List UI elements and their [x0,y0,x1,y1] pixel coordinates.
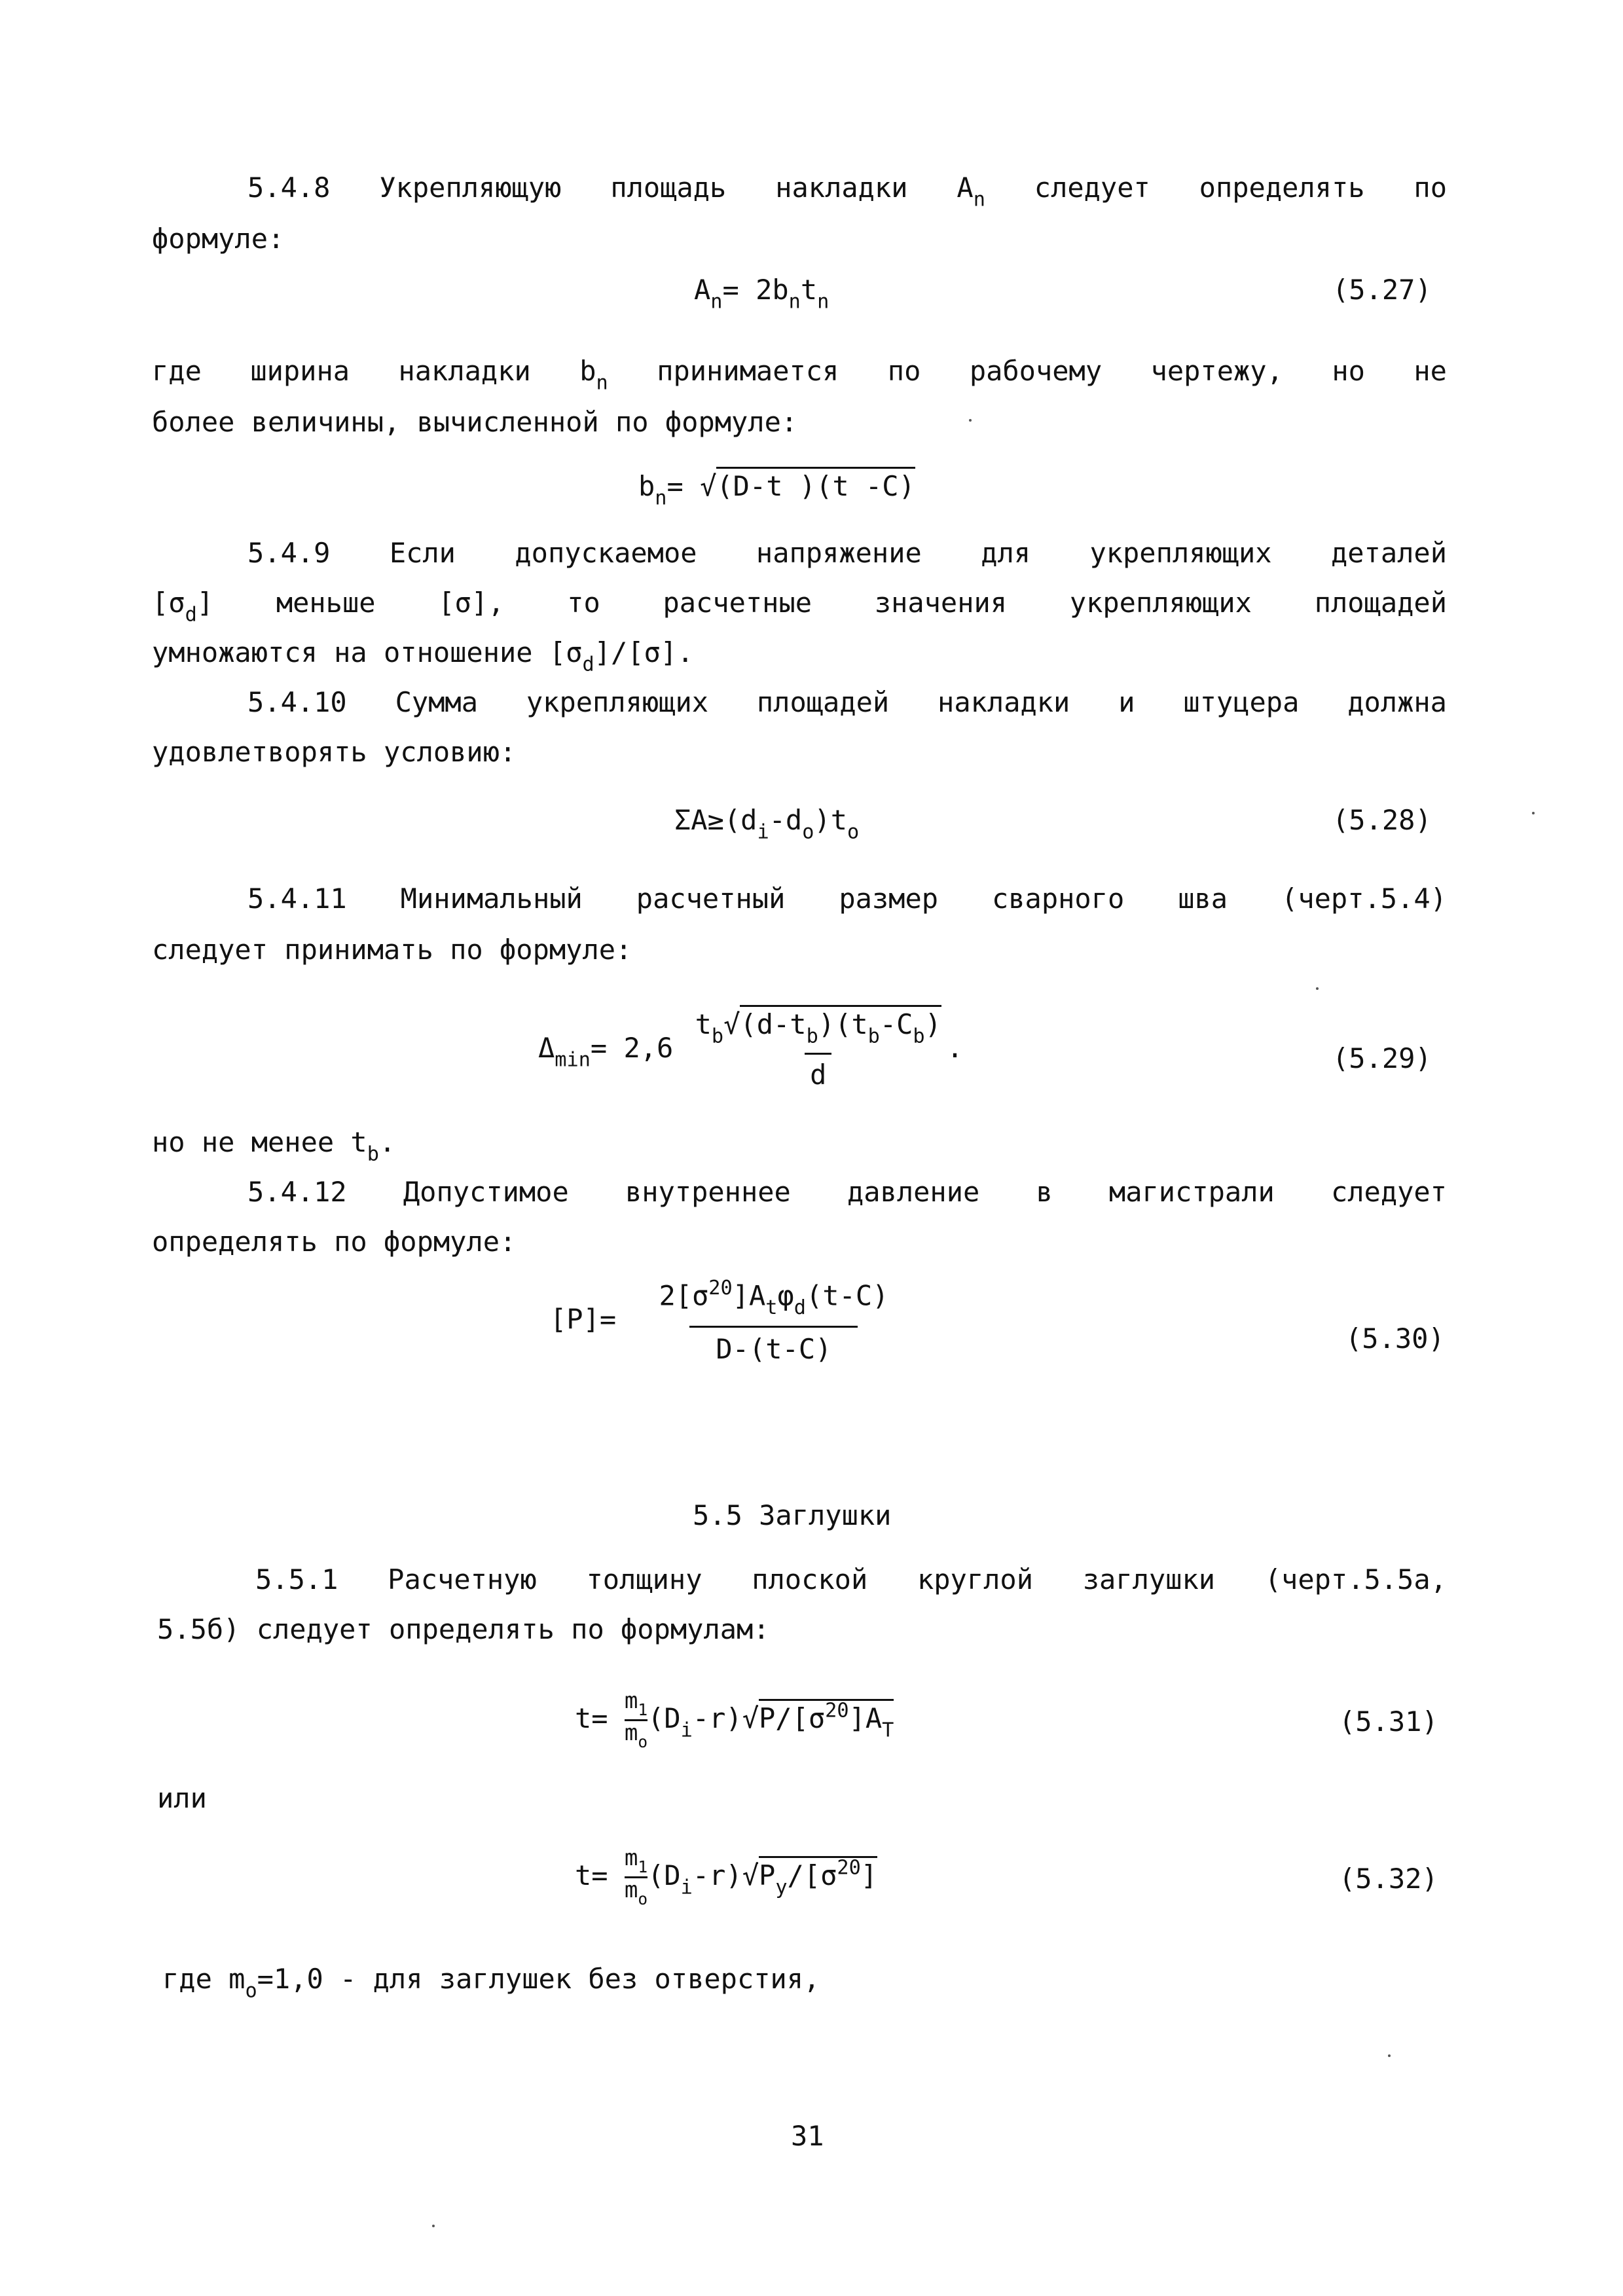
symbol-An [957,172,985,212]
formula-5-27: $A_n= 2b_nt_n$ [694,274,830,314]
word: по [1413,172,1447,204]
para-5-4-9-line-2 [152,587,1447,627]
word: для [981,537,1031,569]
scan-speck [969,419,972,422]
para-5-4-12-line-1 [247,1176,1447,1209]
formula-5-28: $\Sigma A\ge(d_i-d_o)t_o$ [674,804,860,844]
word: напряжение [756,537,922,569]
subscript: d [185,603,197,627]
word: накладки [398,355,531,387]
word: штуцера [1183,686,1300,718]
or-text: или [157,1782,207,1814]
subscript: n [596,371,608,395]
word: значения [874,587,1008,619]
word: укрепляющих [1069,587,1252,619]
word: следует [1330,1176,1447,1208]
word: определять [1199,172,1365,204]
fraction-5-29: $\frac{t_b√(d-t_b)(t_b-C_b)}{d}$ [690,1008,947,1091]
clause-number: 5.4.9 [247,537,331,569]
text-part: ] [196,587,214,619]
scan-speck [1316,987,1319,990]
word: Допустимое [403,1176,569,1208]
word: укрепляющих [526,686,709,718]
equation-label-5-32: (5.32) [1339,1863,1438,1895]
word: давление [847,1176,980,1208]
formula-5-31: t= $\frac{m_1}{m_o}$ $(D_i-r)√P/[\sigma^{20}]A_T$ [575,1688,894,1751]
word: заглушки [1082,1563,1216,1595]
word: внутреннее [625,1176,791,1208]
para-5-4-8-line-1 [247,172,1447,212]
where-bn-line-2: более величины, вычисленной по формуле: [152,406,798,438]
subscript: n [973,188,985,211]
section-title-5-5: 5.5 Заглушки [693,1499,892,1531]
scan-speck [1532,812,1535,814]
word: сварного [991,883,1125,915]
word: площадь [610,172,727,204]
scan-speck [432,2225,435,2227]
formula-bn: $b_n= √(D-t$ )(t -C) [638,470,915,511]
clause-number: 5.4.10 [247,686,347,718]
word: но [1332,355,1365,387]
word: должна [1347,686,1447,718]
clause-number: 5.4.8 [247,172,331,204]
word: меньше [276,587,376,619]
word: Расчетную [388,1563,537,1595]
para-5-4-9-line-3 [152,636,693,677]
text-part: [σ [152,587,185,619]
para-5-4-10-line-2: удовлетворять условию: [152,736,517,768]
para-5-4-8-line-2: формуле: [152,223,285,255]
word: деталей [1330,537,1447,569]
para-5-4-12-line-2: определять по формуле: [152,1226,517,1258]
word: шва [1178,883,1228,915]
para-5-5-1-line-1 [255,1563,1447,1596]
not-less-line [152,1126,395,1167]
word: не [1413,355,1447,387]
equation-label-5-30: (5.30) [1345,1322,1445,1355]
word: ширина [250,355,350,387]
formula-5-29: $\Delta_{min}= 2,6$ $\frac{t_b√(d-t_b)(t_b-C_b)}{d}$ . [538,1008,963,1091]
equation-label-5-28: (5.28) [1332,804,1432,836]
word: накладки [938,686,1070,718]
where-m0-line [162,1963,820,2003]
symbol-A: А [957,172,974,204]
word: рабочему [969,355,1103,387]
formula-5-32: t= $\frac{m_1}{m_o}$ $(D_i-r)√P_y/[\sigma^{20}]$ [575,1845,878,1908]
word: плоской [752,1563,868,1595]
subscript: b [367,1142,379,1166]
word: принимается [657,355,839,387]
word: Сумма [395,686,479,718]
word: площадей [1314,587,1447,619]
clause-number: 5.5.1 [255,1563,338,1595]
word: то [567,587,600,619]
clause-number: 5.4.12 [247,1176,347,1208]
equation-label-5-27: (5.27) [1332,274,1432,306]
word: толщину [586,1563,702,1595]
word: и [1118,686,1135,718]
word: где [152,355,202,387]
word: следует [1034,172,1150,204]
word: допускаемое [515,537,697,569]
para-5-5-1-line-2: 5.5б) следует определять по формулам: [157,1613,770,1645]
text-part: где m [162,1963,246,1995]
word: в [1036,1176,1053,1208]
word: Укрепляющую [379,172,562,204]
subscript: d [582,653,594,676]
word: площадей [756,686,890,718]
word: размер [839,883,939,915]
text-part: умножаются на отношение [σ [152,636,583,668]
fraction-5-30: $\frac{2[\sigma^{20}]A_t\varphi_d(t-C)}{D-(t-C)}$ [659,1277,889,1365]
fraction-m1-m0: $\frac{m_1}{m_o}$ [624,1845,648,1908]
formula-5-30: [P]= $\frac{2[\sigma^{20}]A_t\varphi_d(t-C)}{D-(t-C)}$ [550,1277,915,1366]
word: расчетные [663,587,812,619]
page-number: 31 [791,2120,824,2152]
text-part: но не менее t [152,1126,367,1158]
scan-speck [1388,2054,1391,2057]
fraction-m1-m0: $\frac{m_1}{m_o}$ [624,1688,648,1751]
text-part: ]/[σ]. [594,636,694,668]
word: чертежу, [1150,355,1283,387]
equation-label-5-29: (5.29) [1332,1042,1432,1074]
word: круглой [917,1563,1033,1595]
symbol-bn [579,355,608,395]
para-5-4-11-line-1 [247,883,1447,915]
para-5-4-9-line-1 [247,537,1447,570]
equation-label-5-31: (5.31) [1339,1705,1438,1738]
clause-number: 5.4.11 [247,883,347,915]
symbol-b: b [579,355,596,387]
para-5-4-11-line-2: следует принимать по формуле: [152,934,632,966]
word: Минимальный [400,883,583,915]
subscript: o [245,1979,257,2003]
word: укрепляющих [1089,537,1272,569]
word: (черт.5.4) [1281,883,1447,915]
text-part: =1,0 - для заглушек без отверстия, [257,1963,820,1995]
para-5-4-10-line-1 [247,686,1447,719]
word: накладки [775,172,908,204]
word: расчетный [636,883,786,915]
text-part: . [378,1126,396,1158]
word: магистрали [1108,1176,1275,1208]
where-bn-line-1 [152,355,1447,395]
word: (черт.5.5а, [1264,1563,1447,1595]
word: [σ], [438,587,505,619]
symbol-sigma-d [152,587,213,627]
word: по [887,355,921,387]
word: Если [389,537,456,569]
